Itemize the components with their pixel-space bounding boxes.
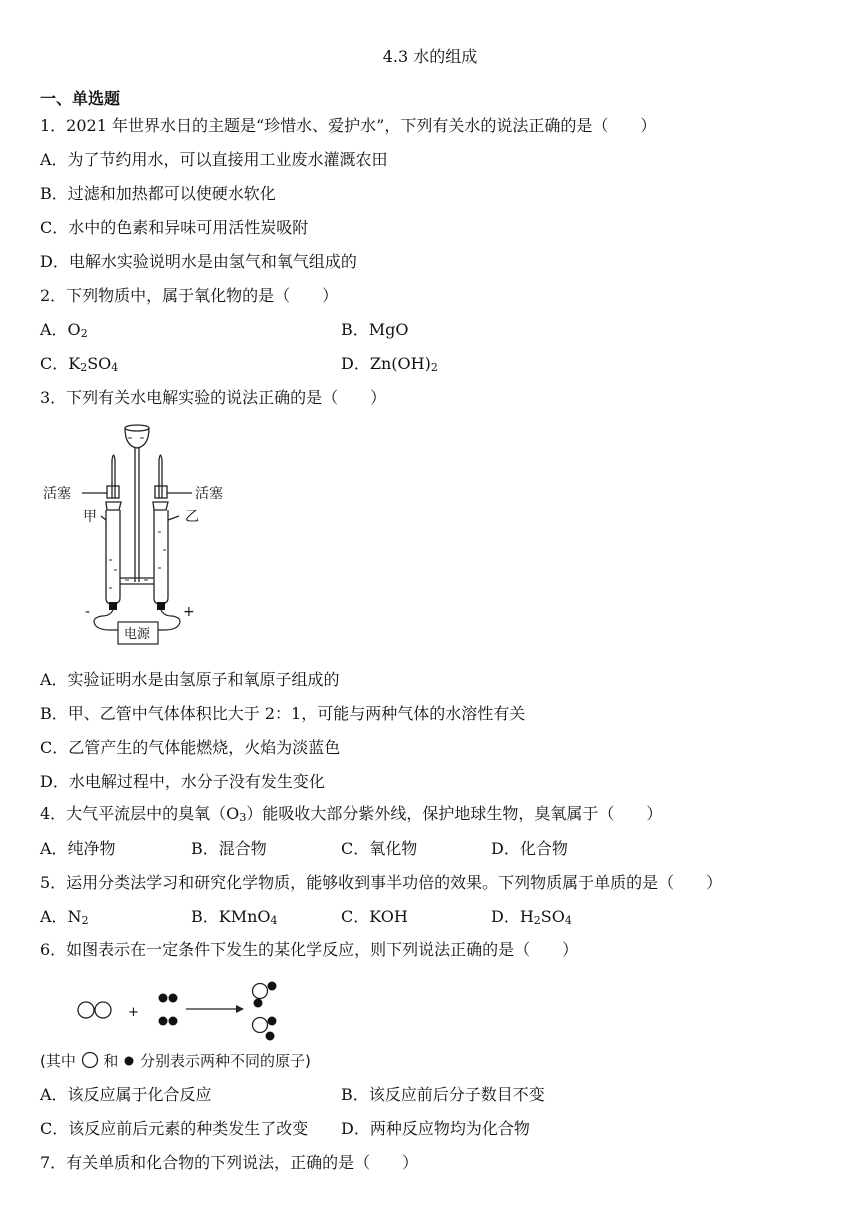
q1-option-a: A．为了节约用水，可以直接用工业废水灌溉农田 [40,150,388,169]
q1-stem: 1．2021 年世界水日的主题是“珍惜水、爱护水”，下列有关水的说法正确的是（ ） [40,116,657,135]
q1-option-c: C．水中的色素和异味可用活性炭吸附 [40,218,309,237]
q6-option-a: A．该反应属于化合反应 [40,1085,212,1104]
positive-terminal-label: + [183,604,195,620]
electrolysis-apparatus-figure [40,420,240,650]
q3-option-c: C．乙管产生的气体能燃烧，火焰为淡蓝色 [40,738,341,757]
power-source-label: 电源 [124,627,151,642]
q7-stem: 7．有关单质和化合物的下列说法，正确的是（ ） [40,1153,419,1172]
q6-option-d: D．两种反应物均为化合物 [341,1119,530,1138]
q3-option-a: A．实验证明水是由氢原子和氧原子组成的 [40,670,340,689]
q6-stem: 6．如图表示在一定条件下发生的某化学反应，则下列说法正确的是（ ） [40,940,579,959]
q1-option-b: B．过滤和加热都可以使硬水软化 [40,184,276,203]
black-atom-icon [123,1055,135,1067]
q2-option-d: D．$Zn(OH)_2$ [341,354,438,374]
q4-option-d: D．化合物 [491,839,568,858]
white-atom-icon [81,1051,99,1069]
q6-legend-note: (其中 和 分别表示两种不同的原子) [40,1052,311,1070]
q3-option-d: D．水电解过程中，水分子没有发生变化 [40,772,325,791]
q4-option-c: C．氧化物 [341,839,418,858]
q5-option-c: C．KOH [341,907,408,926]
reaction-plus-sign: + [128,1005,139,1020]
section-heading: 一、单选题 [40,89,121,108]
q2-option-a: A．$O_2$ [40,320,88,340]
q5-option-a: A．$N_2$ [40,907,89,927]
q1-option-d: D．电解水实验说明水是由氢气和氧气组成的 [40,252,357,271]
q6-option-c: C．该反应前后元素的种类发生了改变 [40,1119,309,1138]
q2-option-b: B．MgO [341,320,409,339]
q5-option-b: B．KMnO$_4$ [191,907,278,927]
q5-stem: 5．运用分类法学习和研究化学物质，能够收到事半功倍的效果。下列物质属于单质的是（ ） [40,873,723,892]
left-tube-label: 甲 [83,509,97,525]
q3-option-b: B．甲、乙管中气体体积比大于 2：1，可能与两种气体的水溶性有关 [40,704,526,723]
q5-option-d: D．$H_2SO_4$ [491,907,572,927]
q3-stem: 3．下列有关水电解实验的说法正确的是（ ） [40,388,387,407]
left-valve-label: 活塞 [43,486,71,502]
reaction-diagram-figure [70,974,300,1046]
q4-option-b: B．混合物 [191,839,267,858]
page-title: 4.3 水的组成 [382,47,478,66]
q6-option-b: B．该反应前后分子数目不变 [341,1085,545,1104]
q4-option-a: A．纯净物 [40,839,116,858]
negative-terminal-label: - [85,604,91,620]
q2-option-c: C．$K_2SO_4$ [40,354,119,374]
right-valve-label: 活塞 [195,486,223,502]
right-tube-label: 乙 [185,509,199,525]
q4-stem: 4．大气平流层中的臭氧$(O_3)$能吸收大部分紫外线，保护地球生物，臭氧属于（ ） [40,804,663,824]
q2-stem: 2．下列物质中，属于氧化物的是（ ） [40,286,339,305]
